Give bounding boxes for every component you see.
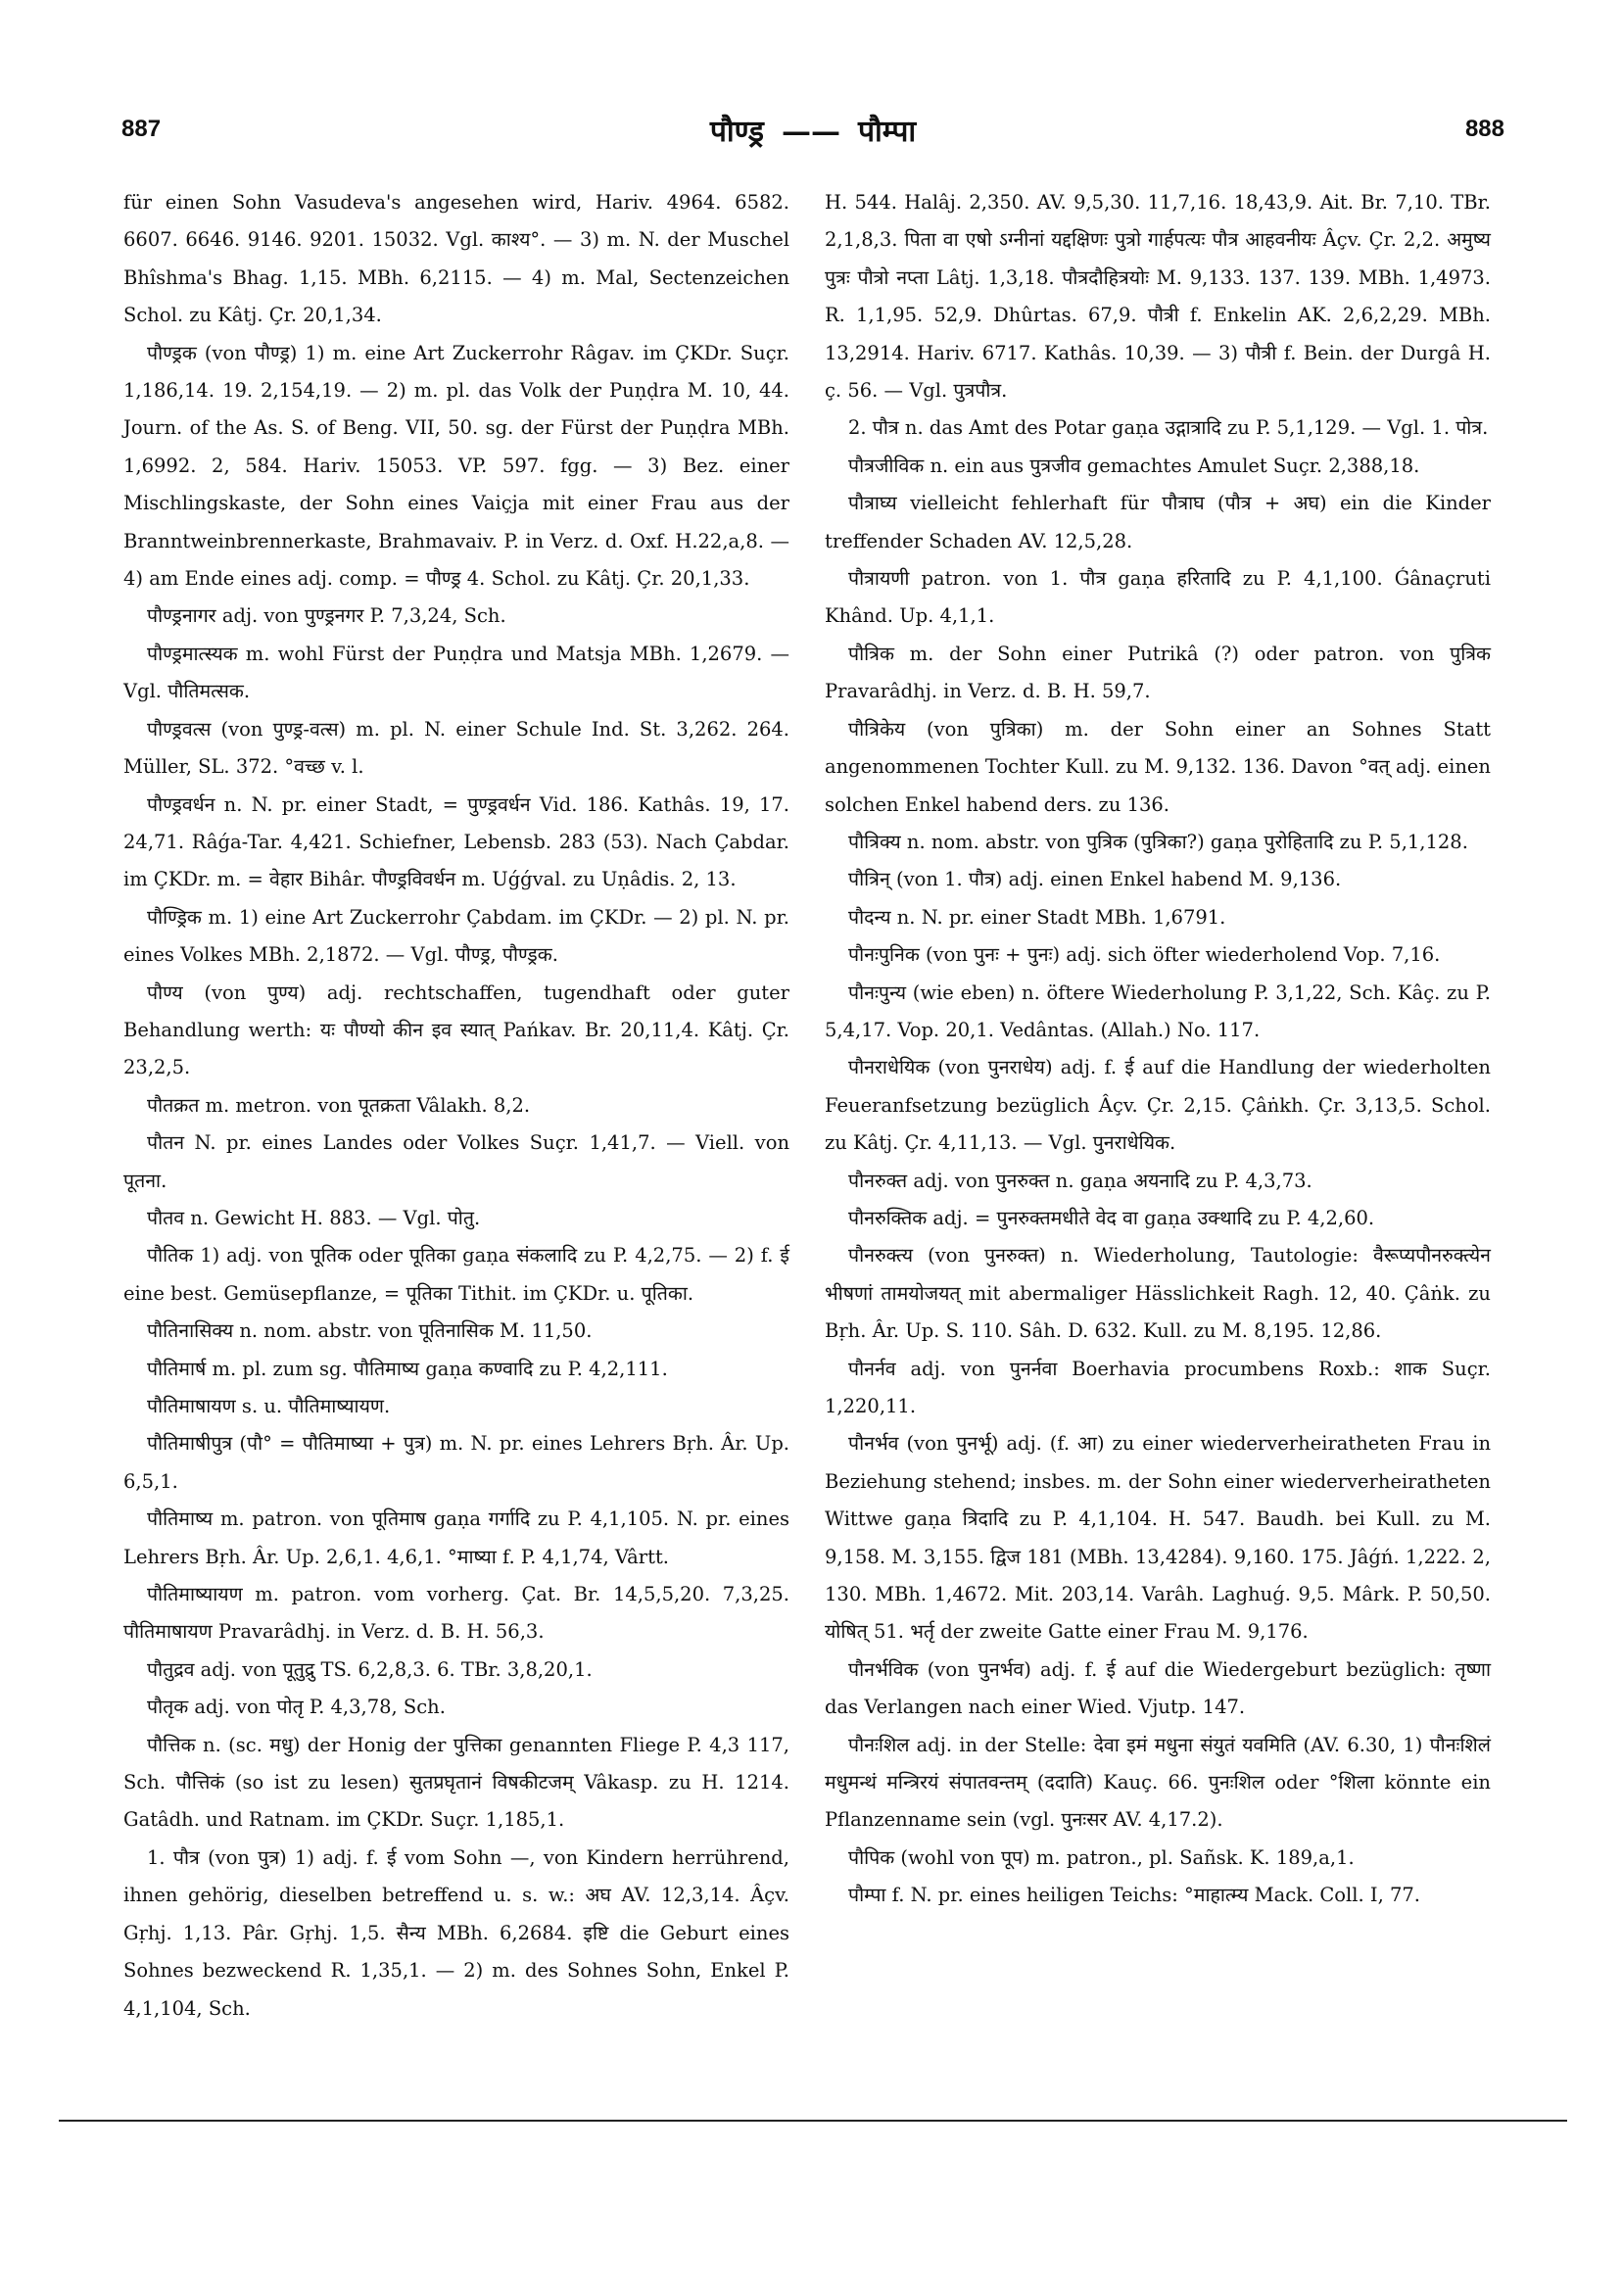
dictionary-entry: पौनरुक्त्य (von पुनरुक्त) n. Wiederholung, Tautologie: वैरूप्यपौनरुक्त्येन भीषणां तामयोजयत् mit abermaliger Hässlichkeit Ragh. 12, 40. Çâṅk. zu Bṛh. Âr. Up. S. 110. Sâh. D. 632. Kull. zu M. 8,195. 12,86. [825, 1244, 1491, 1343]
dictionary-entry: पौत्रिक m. der Sohn einer Putrikâ (?) oder patron. von पुत्रिक Pravarâdhj. in Verz. d. B. H. 59,7. [825, 642, 1491, 703]
dictionary-entry: पौण्ड्रवत्स (von पुण्ड्र-वत्स) m. pl. N. einer Schule Ind. St. 3,262. 264. Müller, SL. 372. °वच्छ v. l. [123, 717, 789, 779]
dictionary-entry: पौनःपुनिक (von पुनः + पुनः) adj. sich öfter wiederholend Vop. 7,16. [848, 943, 1441, 967]
dictionary-entry: पौपिक (wohl von पूप) m. patron., pl. Sañsk. K. 189,a,1. [848, 1845, 1355, 1869]
page-header [118, 110, 1508, 157]
dictionary-entry: पौण्ड्रक (von पौण्ड्र) 1) m. eine Art Zuckerrohr Râgav. im ÇKDr. Suçr. 1,186,14. 19. 2,154,19. — 2) m. pl. das Volk der Puṇḍra M. 10, 44. Journ. of the As. S. of Beng. VII, 50. sg. der Fürst der Puṇḍra MBh. 1,6992. 2, 584. Hariv. 15053. VP. 597. fgg. — 3) Bez. einer Mischlingskaste, der Sohn eines Vaiçja mit einer Frau aus der Branntweinbrennerkaste, Brahmavaiv. P. in Verz. d. Oxf. H.22,a,8. — 4) am Ende eines adj. comp. = पौण्ड्र 4. Schol. zu Kâtj. Çr. 20,1,33. [123, 341, 789, 591]
dictionary-entry: पौत्रिक्य n. nom. abstr. von पुत्रिक (पुत्रिका?) gaṇa पुरोहितादि zu P. 5,1,128. [848, 830, 1468, 853]
dictionary-entry: पौदन्य n. N. pr. einer Stadt MBh. 1,6791. [848, 905, 1226, 929]
dictionary-entry: पौतृक adj. von पोतृ P. 4,3,78, Sch. [147, 1696, 446, 1719]
dictionary-entry: पौण्ड्रवर्धन n. N. pr. einer Stadt, = पुण्ड्रवर्धन Vid. 186. Kathâs. 19, 17. 24,71. Râǵa-Tar. 4,421. Schiefner, Lebensb. 283 (53). Nach Çabdar. im ÇKDr. m. = वेहार Bihâr. पौण्ड्रविवर्धन m. Uǵǵval. zu Uṇâdis. 2, 13. [123, 792, 789, 891]
dictionary-entry: पौतिमाष्यायण m. patron. vom vorherg. Çat. Br. 14,5,5,20. 7,3,25. पौतिमाषायण Pravarâdhj. in Verz. d. B. H. 56,3. [123, 1583, 789, 1644]
entry-continuation: für einen Sohn Vasudeva's angesehen wird, Hariv. 4964. 6582. 6607. 6646. 9146. 9201. 15032. Vgl. काश्य°. — 3) m. N. der Muschel Bhîshma's Bhag. 1,15. MBh. 6,2115. — 4) m. Mal, Sectenzeichen Schol. zu Kâtj. Çr. 20,1,34. [123, 191, 789, 327]
dictionary-entry: 1. पौत्र (von पुत्र) 1) adj. f. ई vom Sohn —, von Kindern herrührend, ihnen gehörig, dieselben betreffend u. s. w.: अघ AV. 12,3,14. Âçv. Gṛhj. 1,13. Pâr. Gṛhj. 1,5. सैन्य MBh. 6,2684. इष्टि die Geburt eines Sohnes bezweckend R. 1,35,1. — 2) m. des Sohnes Sohn, Enkel P. 4,1,104, Sch. [123, 1845, 789, 2020]
dictionary-entry: पौनर्भव (von पुनर्भू) adj. (f. आ) zu einer wiederverheiratheten Frau in Beziehung stehend; insbes. m. der Sohn einer wiederverheiratheten Wittwe gaṇa त्रिदादि zu P. 4,1,104. H. 547. Baudh. bei Kull. zu M. 9,158. M. 3,155. द्विज 181 (MBh. 13,4284). 9,160. 175. Jâǵń. 1,222. 2, 130. MBh. 1,4672. Mit. 203,14. Varâh. Laghuǵ. 9,5. Mârk. P. 50,50. योषित् 51. भर्तृ der zweite Gatte einer Frau M. 9,176. [825, 1432, 1491, 1644]
dictionary-entry: पौनर्भविक (von पुनर्भव) adj. f. ई auf die Wiedergeburt bezüglich: तृष्णा das Verlangen nach einer Wied. Vjutp. 147. [825, 1657, 1491, 1719]
dictionary-entry: पौनराधेयिक (von पुनराधेय) adj. f. ई auf die Handlung der wiederholten Feueranfsetzung bezüglich Âçv. Çr. 2,15. Çâṅkh. Çr. 3,13,5. Schol. zu Kâtj. Çr. 4,11,13. — Vgl. पुनराधेयिक. [825, 1056, 1491, 1155]
dictionary-entry: पौत्राघ्य vielleicht fehlerhaft für पौत्राघ (पौत्र + अघ) ein die Kinder treffender Schaden AV. 12,5,28. [825, 492, 1491, 552]
dictionary-entry: पौण्ड्रमात्स्यक m. wohl Fürst der Puṇḍra und Matsja MBh. 1,2679. — Vgl. पौतिमत्सक. [123, 642, 789, 703]
footer-rule [59, 2120, 1567, 2122]
dictionary-entry: पौतिमाषीपुत्र (पौ° = पौतिमाष्या + पुत्र) m. N. pr. eines Lehrers Bṛh. Âr. Up. 6,5,1. [123, 1432, 789, 1493]
dictionary-entry: पौतिमाष्य m. patron. von पूतिमाष gaṇa गर्गादि zu P. 4,1,105. N. pr. eines Lehrers Bṛh. Âr. Up. 2,6,1. 4,6,1. °माष्या f. P. 4,1,74, Vârtt. [123, 1507, 789, 1568]
dictionary-entry: पौनरुक्तिक adj. = पुनरुक्तमधीते वेद वा gaṇa उक्थादि zu P. 4,2,60. [848, 1206, 1375, 1229]
dictionary-entry: पौनर्नव adj. von पुनर्नवा Boerhavia procumbens Roxb.: शाक Suçr. 1,220,11. [825, 1357, 1491, 1417]
running-head [118, 110, 1508, 150]
dictionary-entry: पौण्य (von पुण्य) adj. rechtschaffen, tugendhaft oder guter Behandlung werth: यः पौण्यो कीन इव स्यात् Pańkav. Br. 20,11,4. Kâtj. Çr. 23,2,5. [123, 981, 789, 1079]
dictionary-entry: पौम्पा f. N. pr. eines heiligen Teichs: °माहात्म्य Mack. Coll. I, 77. [848, 1884, 1421, 1907]
right-column [825, 184, 1491, 1915]
dictionary-entry: पौतिमार्ष m. pl. zum sg. पौतिमाष्य gaṇa कण्वादि zu P. 4,2,111. [147, 1357, 668, 1380]
entry-continuation: H. 544. Halâj. 2,350. AV. 9,5,30. 11,7,16. 18,43,9. Ait. Br. 7,10. TBr. 2,1,8,3. पिता वा एषो ऽग्नीनां यद्दक्षिणः पुत्रो गार्हपत्यः पौत्र आहवनीयः Âçv. Çr. 2,2. अमुष्य पुत्रः पौत्रो नप्ता Lâtj. 1,3,18. पौत्रदौहित्रयोः M. 9,133. 137. 139. MBh. 1,4973. R. 1,1,95. 52,9. Dhûrtas. 67,9. पौत्री f. Enkelin AK. 2,6,2,29. MBh. 13,2914. Hariv. 6717. Kathâs. 10,39. — 3) पौत्री f. Bein. der Durgâ H. ç. 56. — Vgl. पुत्रपौत्र. [825, 191, 1491, 403]
left-column [123, 184, 789, 2028]
dictionary-entry: पौतक्रत m. metron. von पूतक्रता Vâlakh. 8,2. [147, 1093, 531, 1117]
running-head-first-word: पौण्ड्र [709, 115, 764, 149]
dictionary-entry: 2. पौत्र n. das Amt des Potar gaṇa उद्गात्रादि zu P. 5,1,129. — Vgl. 1. पोत्र. [848, 416, 1489, 440]
dictionary-entry: पौत्रिन् (von 1. पौत्र) adj. einen Enkel habend M. 9,136. [848, 868, 1342, 891]
dictionary-entry: पौत्रजीविक n. ein aus पुत्रजीव gemachtes Amulet Suçr. 2,388,18. [848, 454, 1420, 477]
running-head-last-word: पौम्पा [857, 115, 917, 149]
dictionary-entry: पौनःशिल adj. in der Stelle: देवा इमं मधुना संयुतं यवमिति (AV. 6.30, 1) पौनःशिलं मधुमन्थं मन्त्रिरयं संपातवन्तम् (ददाति) Kauç. 66. पुनःशिल oder °शिला könnte ein Pflanzenname sein (vgl. पुनःसर AV. 4,17.2). [825, 1733, 1491, 1832]
dictionary-entry: पौण्ड्रनागर adj. von पुण्ड्रनगर P. 7,3,24, Sch. [147, 604, 506, 628]
dictionary-entry: पौण्ड्रिक m. 1) eine Art Zuckerrohr Çabdam. im ÇKDr. — 2) pl. N. pr. eines Volkes MBh. 2,1872. — Vgl. पौण्ड्र, पौण्ड्रक. [123, 905, 789, 967]
dictionary-entry: पौतुद्रव adj. von पूतुद्रु TS. 6,2,8,3. 6. TBr. 3,8,20,1. [147, 1657, 593, 1681]
page-number-right: 888 [1464, 116, 1504, 142]
dictionary-entry: पौतव n. Gewicht H. 883. — Vgl. पोतु. [147, 1206, 481, 1229]
dictionary-entry: पौनःपुन्य (wie eben) n. öftere Wiederholung P. 3,1,22, Sch. Kâç. zu P. 5,4,17. Vop. 20,1. Vedântas. (Allah.) No. 117. [825, 981, 1491, 1041]
running-head-dash: —— [781, 115, 840, 149]
dictionary-entry: पौनरुक्त adj. von पुनरुक्त n. gaṇa अयनादि zu P. 4,3,73. [848, 1169, 1312, 1192]
dictionary-entry: पौत्तिक n. (sc. मधु) der Honig der पुत्तिका genannten Fliege P. 4,3 117, Sch. पौत्तिकं (so ist zu lesen) सुतप्रघृतानं विषकीटजम् Vâkasp. zu H. 1214. Gatâdh. und Ratnam. im ÇKDr. Suçr. 1,185,1. [123, 1733, 789, 1832]
dictionary-entry: पौत्रायणी patron. von 1. पौत्र gaṇa हरितादि zu P. 4,1,100. Ǵânaçruti Khând. Up. 4,1,1. [825, 567, 1491, 628]
dictionary-entry: पौतिक 1) adj. von पूतिक oder पूतिका gaṇa संकलादि zu P. 4,2,75. — 2) f. ई eine best. Gemüsepflanze, = पूतिका Tithit. im ÇKDr. u. पूतिका. [123, 1244, 789, 1305]
dictionary-entry: पौत्रिकेय (von पुत्रिका) m. der Sohn einer an Sohnes Statt angenommenen Tochter Kull. zu M. 9,132. 136. Davon °वत् adj. einen solchen Enkel habend ders. zu 136. [825, 717, 1491, 816]
dictionary-entry: पौतन N. pr. eines Landes oder Volkes Suçr. 1,41,7. — Viell. von पूतना. [123, 1131, 789, 1192]
dictionary-entry: पौतिमाषायण s. u. पौतिमाष्यायण. [147, 1395, 391, 1417]
page-number-left: 887 [121, 116, 162, 142]
dictionary-entry: पौतिनासिक्य n. nom. abstr. von पूतिनासिक M. 11,50. [147, 1319, 593, 1343]
